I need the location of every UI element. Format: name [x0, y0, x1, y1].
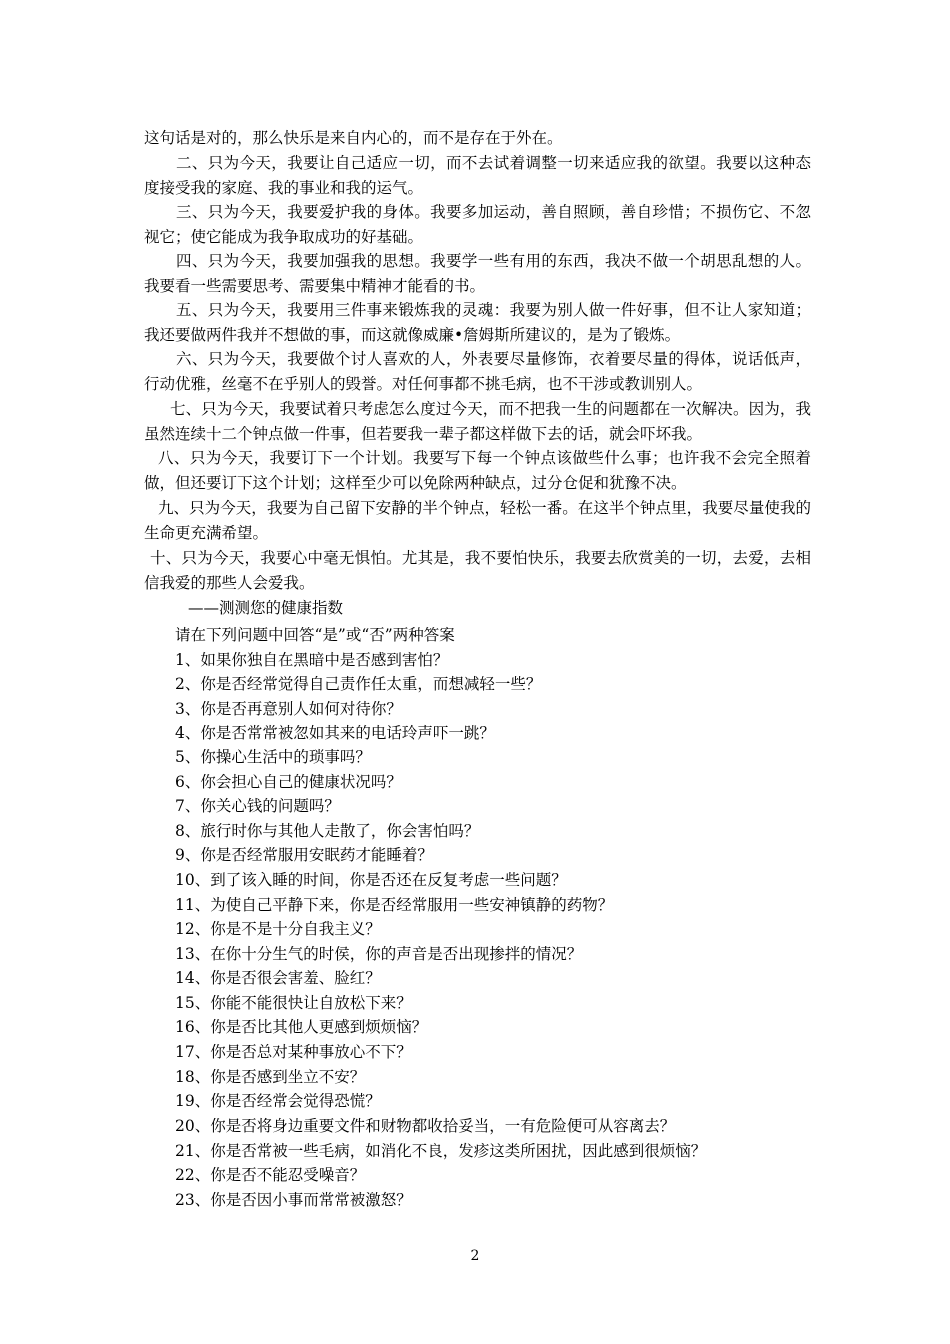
paragraph-rule-9: 九、只为今天，我要为自己留下安静的半个钟点，轻松一番。在这半个钟点里，我要尽量使我的生命更充满希望。 — [144, 499, 811, 542]
section-heading: ——测测您的健康指数 — [188, 599, 344, 617]
question-item: 18、你是否感到坐立不安？ — [175, 1068, 366, 1086]
question-item: 12、你是不是十分自我主义？ — [175, 920, 381, 938]
paragraph-rule-3: 三、只为今天，我要爱护我的身体。我要多加运动，善自照顾，善自珍惜；不损伤它、不忽视它；使它能成为我争取成功的好基础。 — [144, 203, 811, 246]
paragraph-rule-6: 六、只为今天，我要做个讨人喜欢的人，外表要尽量修饰，衣着要尽量的得体，说话低声，行动优雅，丝毫不在乎别人的毁誉。对任何事都不挑毛病，也不干涉或教训别人。 — [144, 350, 811, 393]
question-item: 15、你能不能很快让自放松下来？ — [175, 994, 412, 1012]
question-item: 14、你是否很会害羞、脸红？ — [175, 969, 381, 987]
paragraph-rule-5: 五、只为今天，我要用三件事来锻炼我的灵魂：我要为别人做一件好事，但不让人家知道；我还要做两件我并不想做的事，而这就像威廉•詹姆斯所建议的，是为了锻炼。 — [144, 301, 811, 344]
question-item: 23、你是否因小事而常常被激怒？ — [175, 1191, 412, 1209]
question-item: 13、在你十分生气的时侯，你的声音是否出现掺拌的情况？ — [175, 945, 583, 963]
question-item: 5、你操心生活中的琐事吗？ — [175, 748, 371, 766]
question-item: 22、你是否不能忍受噪音？ — [175, 1166, 366, 1184]
question-item: 20、你是否将身边重要文件和财物都收拾妥当，一有危险便可从容离去？ — [175, 1117, 676, 1135]
question-item: 9、你是否经常服用安眠药才能睡着？ — [175, 846, 433, 864]
question-item: 3、你是否再意别人如何对待你？ — [175, 700, 402, 718]
question-item: 11、为使自己平静下来，你是否经常服用一些安神镇静的药物？ — [175, 896, 614, 914]
question-item: 10、到了该入睡的时间，你是否还在反复考虑一些问题？ — [175, 871, 567, 889]
paragraph-rule-4: 四、只为今天，我要加强我的思想。我要学一些有用的东西，我决不做一个胡思乱想的人。我要看一些需要思考、需要集中精神才能看的书。 — [144, 252, 811, 295]
question-item: 2、你是否经常觉得自己责作任太重，而想减轻一些？ — [175, 675, 542, 693]
paragraph-rule-8: 八、只为今天，我要订下一个计划。我要写下每一个钟点该做些什么事；也许我不会完全照着做，但还要订下这个计划；这样至少可以免除两种缺点，过分仓促和犹豫不决。 — [144, 449, 811, 492]
page-number: 2 — [470, 1248, 480, 1264]
question-item: 19、你是否经常会觉得恐慌？ — [175, 1092, 381, 1110]
paragraph-rule-10: 十、只为今天，我要心中毫无惧怕。尤其是，我不要怕快乐，我要去欣赏美的一切，去爱，去相信我爱的那些人会爱我。 — [144, 549, 811, 592]
question-item: 8、旅行时你与其他人走散了，你会害怕吗？ — [175, 822, 480, 840]
question-item: 7、你关心钱的问题吗？ — [175, 797, 340, 815]
question-item: 4、你是否常常被忽如其来的电话玲声吓一跳？ — [175, 724, 495, 742]
question-item: 1、如果你独自在黑暗中是否感到害怕？ — [175, 651, 449, 669]
paragraph-rule-2: 二、只为今天，我要让自己适应一切，而不去试着调整一切来适应我的欲望。我要以这种态度接受我的家庭、我的事业和我的运气。 — [144, 154, 811, 197]
question-item: 6、你会担心自己的健康状况吗？ — [175, 773, 402, 791]
quiz-instruction: 请在下列问题中回答“是”或“否”两种答案 — [175, 626, 455, 644]
question-item: 16、你是否比其他人更感到烦烦恼？ — [175, 1018, 428, 1036]
paragraph-rule-7: 七、只为今天，我要试着只考虑怎么度过今天，而不把我一生的问题都在一次解决。因为，我虽然连续十二个钟点做一件事，但若要我一辈子都这样做下去的话，就会吓坏我。 — [144, 400, 811, 443]
paragraph-continuation: 这句话是对的，那么快乐是来自内心的，而不是存在于外在。 — [144, 129, 563, 147]
question-item: 17、你是否总对某种事放心不下？ — [175, 1043, 412, 1061]
question-item: 21、你是否常被一些毛病，如消化不良，发疹这类所困扰，因此感到很烦恼？ — [175, 1142, 707, 1160]
